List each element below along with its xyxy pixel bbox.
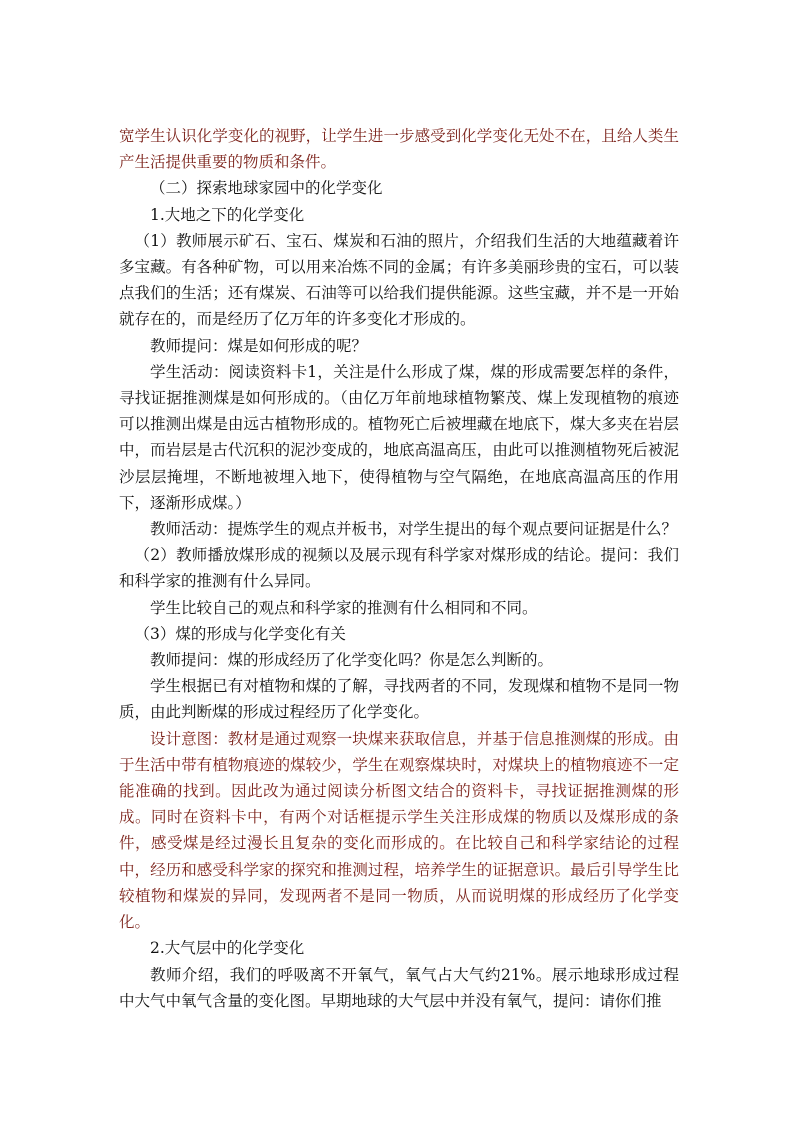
paragraph-design-intent: 设计意图：教材是通过观察一块煤来获取信息，并基于信息推测煤的形成。由于生活中带有植物痕迹的煤较少，学生在观察煤块时，对煤块上的植物痕迹不一定能准确的找到。因此改为通过阅读分析图文结合的资料卡，寻找证据推测煤的形成。同时在资料卡中，有两个对话框提示学生关注形成煤的物质以及煤形成的条件，感受煤是经过漫长且复杂的变化而形成的。在比较自己和科学家结论的过程中，经历和感受科学家的探究和推测过程，培养学生的证据意识。最后引导学生比较植物和煤炭的异同，发现两者不是同一物质，从而说明煤的形成经历了化学变化。 (119, 729, 679, 932)
paragraph-teacher-question-coal: 教师提问：煤是如何形成的呢？ (150, 336, 368, 355)
paragraph-student-compare: 学生比较自己的观点和科学家的推测有什么相同和不同。 (150, 598, 538, 617)
paragraph-teacher-shows-photos: （1）教师展示矿石、宝石、煤炭和石油的照片，介绍我们生活的大地蕴藏着许多宝藏。有各种矿物，可以用来冶炼不同的金属；有许多美丽珍贵的宝石，可以装点我们的生活；还有煤炭、石油等可以给我们提供能源。这些宝藏，并不是一开始就存在的，而是经历了亿万年的许多变化才形成的。 (119, 231, 679, 329)
paragraph-video-comparison: （2）教师播放煤形成的视频以及展示现有科学家对煤形成的结论。提问：我们和科学家的推测有什么异同。 (119, 546, 679, 591)
subsection-heading-underground: 1.大地之下的化学变化 (150, 205, 305, 224)
paragraph-coal-chemical-change: （3）煤的形成与化学变化有关 (134, 624, 346, 643)
paragraph-intro-continuation: 宽学生认识化学变化的视野，让学生进一步感受到化学变化无处不在，且给人类生产生活提供重要的物质和条件。 (119, 127, 679, 172)
paragraph-teacher-question-change: 教师提问：煤的形成经历了化学变化吗？你是怎么判断的。 (150, 651, 554, 670)
paragraph-teacher-activity: 教师活动：提炼学生的观点并板书，对学生提出的每个观点要问证据是什么？ (150, 520, 678, 539)
document-body (119, 123, 679, 1014)
subsection-heading-atmosphere: 2.大气层中的化学变化 (150, 939, 305, 958)
section-heading-earth-home: （二）探索地球家园中的化学变化 (150, 179, 383, 198)
paragraph-oxygen-intro: 教师介绍，我们的呼吸离不开氧气，氧气占大气约21%。展示地球形成过程中大气中氧气含量的变化图。早期地球的大气层中并没有氧气，提问：请你们推 (119, 965, 679, 1010)
paragraph-student-activity: 学生活动：阅读资料卡1，关注是什么形成了煤，煤的形成需要怎样的条件，寻找证据推测煤是如何形成的。（由亿万年前地球植物繁茂、煤上发现植物的痕迹可以推测出煤是由远古植物形成的。植物死亡后被埋藏在地底下，煤大多夹在岩层中，而岩层是古代沉积的泥沙变成的，地底高温高压，由此可以推测植物死后被泥沙层层掩埋，不断地被埋入地下，使得植物与空气隔绝，在地底高温高压的作用下，逐渐形成煤。） (119, 362, 679, 512)
paragraph-student-judge: 学生根据已有对植物和煤的了解，寻找两者的不同，发现煤和植物不是同一物质，由此判断煤的形成过程经历了化学变化。 (119, 677, 679, 722)
